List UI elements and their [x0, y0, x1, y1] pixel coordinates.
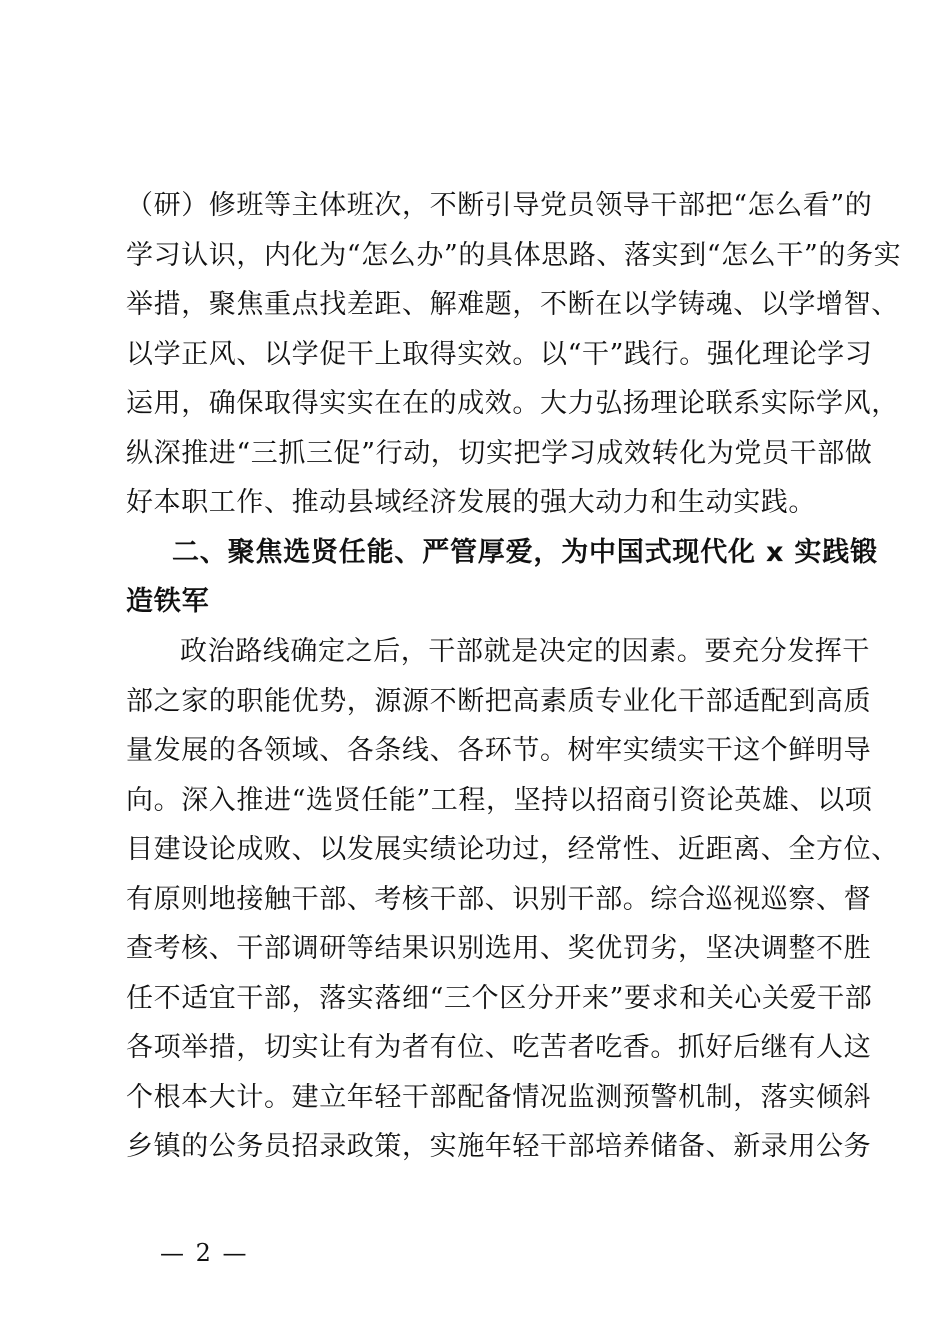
text-line: 乡镇的公务员招录政策，实施年轻干部培养储备、新录用公务: [126, 1131, 872, 1162]
section-heading: 造铁军: [126, 586, 210, 617]
text-line: 各项举措，切实让有为者有位、吃苦者吃香。抓好后继有人这: [126, 1032, 872, 1063]
text-line: 目建设论成败、以发展实绩论功过，经常性、近距离、全方位、: [126, 834, 899, 865]
text-line: 政治路线确定之后，干部就是决定的因素。要充分发挥干: [180, 636, 870, 667]
text-line: 向。深入推进“选贤任能”工程，坚持以招商引资论英雄、以项: [126, 785, 873, 816]
page-number: — 2 —: [160, 1239, 249, 1267]
text-line: 部之家的职能优势，源源不断把高素质专业化干部适配到高质: [126, 686, 872, 717]
text-line: 好本职工作、推动县域经济发展的强大动力和生动实践。: [126, 487, 816, 518]
text-line: 有原则地接触干部、考核干部、识别干部。综合巡视巡察、督: [126, 884, 872, 915]
text-line: 以学正风、以学促干上取得实效。以“干”践行。强化理论学习: [126, 339, 873, 370]
text-line: 任不适宜干部，落实落细“三个区分开来”要求和关心关爱干部: [126, 983, 873, 1014]
text-line: 个根本大计。建立年轻干部配备情况监测预警机制，落实倾斜: [126, 1082, 872, 1113]
text-line: 量发展的各领域、各条线、各环节。树牢实绩实干这个鲜明导: [126, 735, 872, 766]
text-line: 查考核、干部调研等结果识别选用、奖优罚劣，坚决调整不胜: [126, 933, 872, 964]
text-line: 运用，确保取得实实在在的成效。大力弘扬理论联系实际学风，: [126, 388, 899, 419]
text-line: 举措，聚焦重点找差距、解难题，不断在以学铸魂、以学增智、: [126, 289, 899, 320]
text-line: 纵深推进“三抓三促”行动，切实把学习成效转化为党员干部做: [126, 438, 873, 469]
text-line: 学习认识，内化为“怎么办”的具体思路、落实到“怎么干”的务实: [126, 240, 902, 271]
section-heading: 二、聚焦选贤任能、严管厚爱，为中国式现代化 x 实践锻: [172, 537, 878, 568]
text-line: （研）修班等主体班次，不断引导党员领导干部把“怎么看”的: [126, 190, 873, 221]
